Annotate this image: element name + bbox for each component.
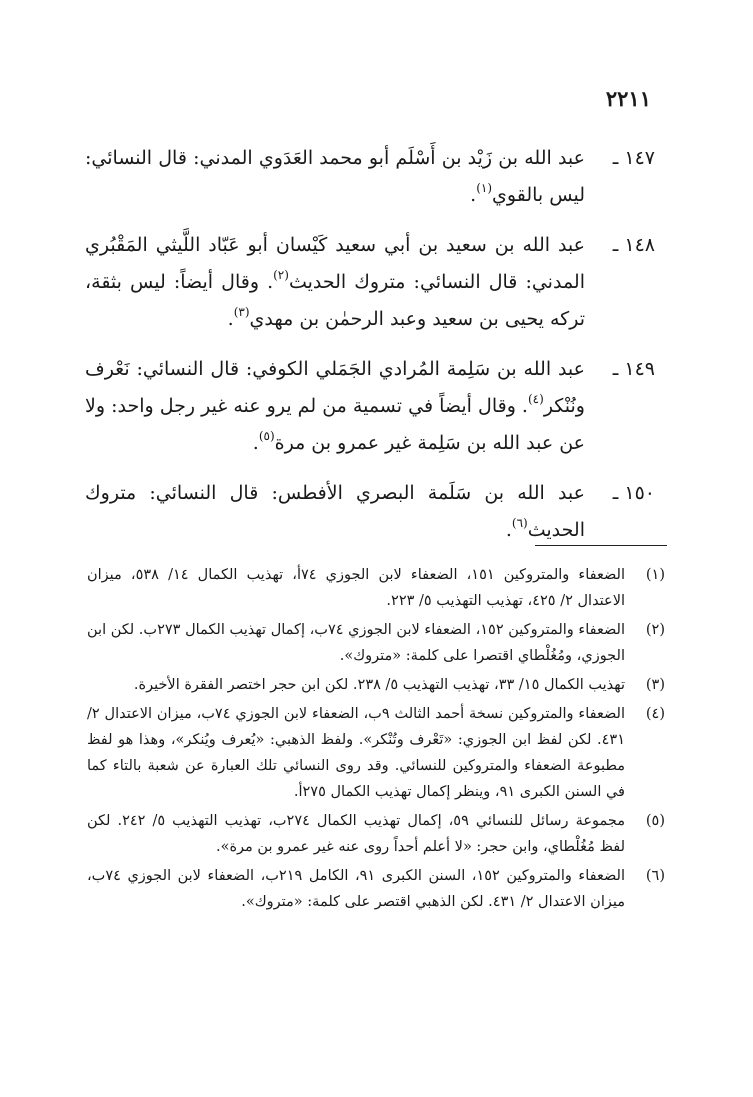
footnote-text: الضعفاء والمتروكين نسخة أحمد الثالث ٩ب، الضعفاء لابن الجوزي ٧٤ب، ميزان الاعتدال ٢/ ٤٣١. لكن لفظ ابن الجوزي: «تَعْرف وتُنْكر». ولفظ الذهبي: «يُعرف ويُنكر»، وهذا هو لفظ مطبوعة الضعفاء والمتروكين للنسائي. وقد روى النسائي تلك العبارة عن شعبة بالتاء كما في السنن الكبرى ٩١، وينظر إكمال تهذيب الكمال ٢٧٥أ. (87, 706, 625, 800)
footnote-text: الضعفاء والمتروكين ١٥٢، الضعفاء لابن الجوزي ٧٤ب، إكمال تهذيب الكمال ٢٧٣ب. لكن ابن الجوزي، ومُغُلْطاي اقتصرا على كلمة: «متروك». (87, 622, 625, 664)
entry-text-continued: . وقال أيضاً في تسمية من لم يرو عنه غير رجل واحد: ولا عن عبد الله بن سَلِمة غير عمرو بن مرة (85, 395, 585, 454)
footnote-number: (٣) (645, 677, 665, 693)
footnote-number: (٢) (645, 622, 665, 638)
entry-number: ١٤٩ ـ (612, 358, 655, 380)
footnote-5 (87, 808, 665, 860)
footnote-ref: (٣) (233, 305, 250, 319)
footnote-2 (87, 617, 665, 669)
entry-end: . (227, 308, 234, 330)
footnote-number: (١) (645, 567, 665, 583)
footnote-1 (87, 562, 665, 614)
footnote-4 (87, 701, 665, 805)
page-number: ٢٢١١ (605, 86, 651, 111)
entry-text: عبد الله بن سَلِمة المُرادي الجَمَلي الكوفي: قال النسائي: نَعْرف ونُنْكر (85, 358, 585, 417)
footnote-number: (٥) (645, 813, 665, 829)
footnote-separator (535, 545, 667, 546)
footnote-text: الضعفاء والمتروكين ١٥٢، السنن الكبرى ٩١، الكامل ٢١٩ب، الضعفاء لابن الجوزي ٧٤ب، ميزان الاعتدال ٢/ ٤٣١. لكن الذهبي اقتصر على كلمة: «متروك». (87, 868, 625, 910)
entry-text: عبد الله بن سَلَمة البصري الأفطس: قال النسائي: متروك الحديث (85, 482, 585, 541)
footnote-6 (87, 863, 665, 915)
entry-number: ١٥٠ ـ (612, 482, 655, 504)
entry-150 (85, 475, 655, 549)
footnotes-list (87, 562, 665, 918)
footnote-text: تهذيب الكمال ١٥/ ٣٣، تهذيب التهذيب ٥/ ٢٣٨. لكن ابن حجر اختصر الفقرة الأخيرة. (133, 677, 625, 693)
entry-148 (85, 227, 655, 338)
footnote-ref: (٦) (511, 516, 528, 530)
footnote-ref: (٤) (527, 392, 544, 406)
entry-147 (85, 140, 655, 214)
footnote-ref: (٥) (258, 429, 275, 443)
footnote-ref: (٢) (273, 268, 289, 282)
entry-text-continued: . وقال أيضاً: ليس بثقة، تركه يحيى بن سعيد وعبد الرحمٰن بن مهدي (85, 271, 585, 330)
footnote-text: الضعفاء والمتروكين ١٥١، الضعفاء لابن الجوزي ٧٤أ، تهذيب الكمال ١٤/ ٥٣٨، ميزان الاعتدال ٢/ ٤٢٥، تهذيب التهذيب ٥/ ٢٢٣. (87, 567, 625, 609)
entry-number: ١٤٨ ـ (612, 234, 655, 256)
footnote-3 (87, 672, 665, 698)
footnote-number: (٦) (645, 868, 665, 884)
footnote-ref: (١) (476, 181, 493, 195)
entry-number: ١٤٧ ـ (612, 147, 655, 169)
entry-end: . (470, 184, 477, 206)
entry-text: عبد الله بن زَيْد بن أَسْلَم أبو محمد العَدَوي المدني: قال النسائي: ليس بالقوي (85, 147, 585, 206)
footnote-text: مجموعة رسائل للنسائي ٥٩، إكمال تهذيب الكمال ٢٧٤ب، تهذيب التهذيب ٥/ ٢٤٢. لكن لفظ مُغُلْطاي، وابن حجر: «لا أعلم أحداً روى عنه غير عمرو بن مرة». (87, 813, 625, 855)
entries-list (85, 140, 655, 562)
footnote-number: (٤) (645, 706, 665, 722)
entry-149 (85, 351, 655, 462)
entry-text: عبد الله بن سعيد بن أبي سعيد كَيْسان أبو عَبّاد اللَّيثي المَقْبُري المدني: قال النسائي: متروك الحديث (85, 234, 585, 293)
entry-end: . (252, 432, 259, 454)
entry-end: . (505, 519, 512, 541)
